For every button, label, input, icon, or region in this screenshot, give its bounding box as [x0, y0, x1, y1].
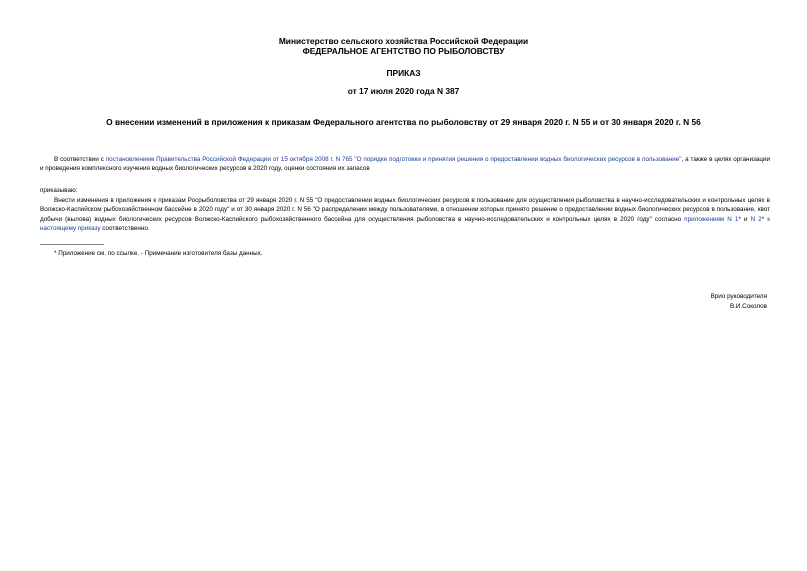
link-government-resolution[interactable]: постановлением Правительства Российской Федерации от 15 октября 2008 г. N 765 "О порядке подготовки и принятия решения о предоставлении водных биологических ресурсов в пользование": [105, 156, 682, 163]
order-text: Внести изменения в приложения к приказам Росрыболовства от 29 января 2020 г. N 55 "О предоставлении водных биологических ресурсов в пользование для осуществления рыболовства в научно-исследовательских и контрольных целях в Волжско-Каспийском рыбохозяйственном бассейне в 2020 году" и от 30 января 2020 г. N 56 "О распределении между пользователями, в отношении которых принято решение о предоставлении водных биологических ресурсов в пользование, квот добычи (вылова) водных биологических ресурсов Волжско-Каспийского рыбохозяйственного бассейна для осуществления рыболовства в научно-исследовательских и контрольных целях в 2020 году" согласно: [40, 197, 770, 223]
document-date-number: от 17 июля 2020 года N 387: [347, 86, 460, 96]
document-type: ПРИКАЗ: [386, 68, 421, 78]
paragraph-order-word: приказываю:: [40, 187, 78, 194]
preamble-rest: , а также в целях организации и проведения комплексного изучения водных биологических ресурсов в 2020 году, оценки состояния их запасов: [40, 156, 770, 173]
preamble-lead: В соответствии с: [54, 156, 106, 163]
order-end: соответственно.: [100, 224, 150, 232]
footnote-divider: [40, 244, 104, 245]
paragraph-preamble: [40, 155, 770, 174]
signature-name: В.И.Соколов: [729, 303, 767, 310]
document-header: [0, 36, 807, 56]
agency-name: ФЕДЕРАЛЬНОЕ АГЕНТСТВО ПО РЫБОЛОВСТВУ: [302, 46, 505, 56]
paragraph-order-text: [40, 196, 770, 233]
document-title: О внесении изменений в приложения к приказам Федерального агентства по рыболовству от 29 января 2020 г. N 55 и от 30 января 2020 г. N 56: [106, 117, 701, 127]
link-appendix-1[interactable]: приложениям N 1: [684, 215, 739, 223]
order-separator-2: *: [761, 215, 768, 223]
order-separator: * и: [738, 215, 751, 223]
signature-position: Врио руководителя: [710, 293, 767, 300]
footnote: * Приложение см. по ссылке. - Примечание изготовителя базы данных.: [54, 250, 263, 257]
link-appendix-2[interactable]: N 2: [750, 215, 762, 223]
ministry-name: Министерство сельского хозяйства Российской Федерации: [278, 36, 529, 46]
link-this-order[interactable]: к настоящему приказу: [40, 215, 770, 232]
